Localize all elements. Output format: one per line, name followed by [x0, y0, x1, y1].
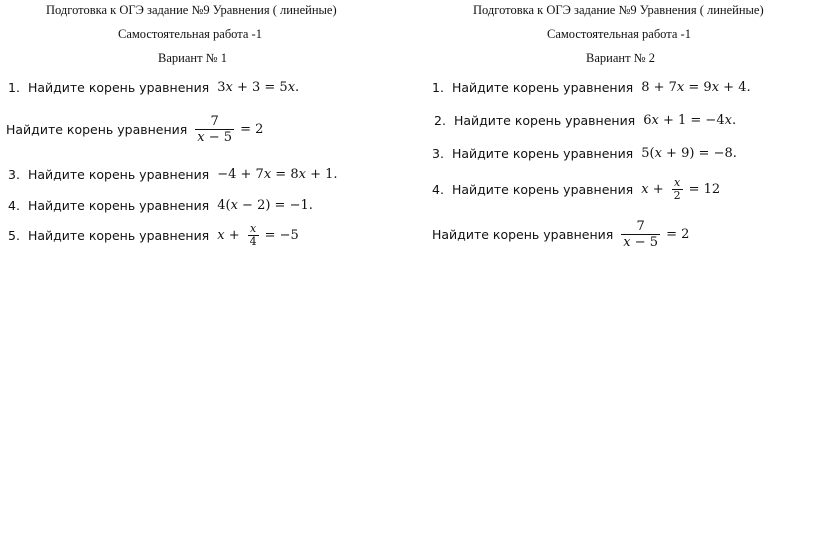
- fraction-denominator: x − 5: [197, 130, 233, 145]
- equation-rhs: = −5: [264, 228, 299, 243]
- worksheet-subtitle: Самостоятельная работа -1: [547, 27, 691, 41]
- task-text: Найдите корень уравнения: [451, 80, 634, 95]
- task-item: [432, 146, 737, 161]
- fraction-numerator: 7: [210, 114, 219, 129]
- fraction-denominator: 2: [673, 189, 681, 202]
- worksheet-subtitle: Самостоятельная работа -1: [118, 27, 262, 41]
- variant-1-column: [0, 0, 400, 554]
- task-text: Найдите корень уравнения: [432, 227, 614, 242]
- fraction-numerator: x: [249, 222, 257, 235]
- task-equation: 8 + 7x = 9x + 4.: [641, 80, 751, 95]
- task-equation: −4 + 7x = 8x + 1.: [217, 167, 338, 182]
- page-header: Подготовка к ОГЭ задание №9 Уравнения ( линейные): [473, 3, 764, 17]
- fraction: [672, 177, 683, 202]
- task-number: 4.: [8, 198, 20, 213]
- variant-title: Вариант № 1: [158, 51, 227, 65]
- task-item: [8, 167, 338, 182]
- task-equation: 3x + 3 = 5x.: [217, 80, 300, 95]
- equation-rhs: = 12: [688, 182, 721, 197]
- fraction-denominator: x − 5: [623, 235, 659, 250]
- task-number: 1.: [432, 80, 444, 95]
- task-number: 3.: [432, 146, 444, 161]
- task-text: Найдите корень уравнения: [453, 113, 636, 128]
- task-text: Найдите корень уравнения: [27, 80, 210, 95]
- task-item: [8, 198, 313, 213]
- task-item: [432, 177, 720, 202]
- task-text: Найдите корень уравнения: [451, 182, 634, 197]
- equation-rhs: = 2: [240, 122, 264, 137]
- task-number: 5.: [8, 228, 20, 243]
- task-text: Найдите корень уравнения: [6, 122, 188, 137]
- task-item: [6, 114, 263, 145]
- task-item: [434, 113, 736, 128]
- variant-2-column: [416, 0, 816, 554]
- task-text: Найдите корень уравнения: [451, 146, 634, 161]
- equation-lhs: x +: [641, 182, 664, 197]
- fraction-numerator: x: [673, 176, 681, 189]
- task-number: 2.: [434, 113, 446, 128]
- task-item: [8, 80, 299, 95]
- task-equation: 6x + 1 = −4x.: [643, 113, 737, 128]
- fraction: [195, 114, 234, 145]
- fraction: [248, 223, 259, 248]
- task-number: 1.: [8, 80, 20, 95]
- fraction-denominator: 4: [249, 235, 257, 248]
- page-header: Подготовка к ОГЭ задание №9 Уравнения ( линейные): [46, 3, 337, 17]
- task-text: Найдите корень уравнения: [27, 198, 210, 213]
- equation-rhs: = 2: [666, 227, 690, 242]
- task-item: [432, 219, 689, 250]
- equation-lhs: x +: [217, 228, 240, 243]
- fraction: [621, 219, 660, 250]
- variant-title: Вариант № 2: [586, 51, 655, 65]
- task-item: [8, 223, 299, 248]
- task-equation: 5(x + 9) = −8.: [641, 146, 737, 161]
- task-item: [432, 80, 751, 95]
- task-text: Найдите корень уравнения: [27, 167, 210, 182]
- task-equation: 4(x − 2) = −1.: [217, 198, 313, 213]
- task-text: Найдите корень уравнения: [27, 228, 210, 243]
- task-number: 3.: [8, 167, 20, 182]
- fraction-numerator: 7: [636, 219, 645, 234]
- task-number: 4.: [432, 182, 444, 197]
